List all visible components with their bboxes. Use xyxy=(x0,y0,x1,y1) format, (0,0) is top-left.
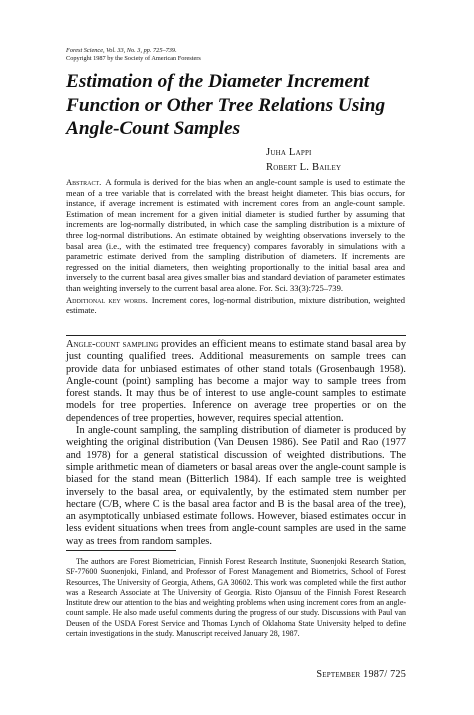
author-1: Juha Lappi xyxy=(266,147,312,158)
paragraph-1 xyxy=(66,339,406,425)
author-list xyxy=(266,146,341,175)
journal-citation: Forest Science, Vol. 33, No. 3, pp. 725–739. xyxy=(66,47,177,54)
page-footer: September 1987/ 725 xyxy=(316,669,406,680)
abstract xyxy=(66,177,405,316)
abstract-label: Abstract. xyxy=(66,177,102,187)
abstract-divider xyxy=(66,335,406,336)
paragraph-2: In angle-count sampling, the sampling distribution of diameter is produced by weighting the original distribution (Van Deusen 1986). See Patil and Rao (1977 and 1978) for a general statistical discussion of weighted distributions. The simple arithmetic mean of diameters or basal areas over the angle-count sample is biased for the stand mean (Bitterlich 1984). If each sample tree is weighted inversely to the basal area, or equivalently, by the estimated stem number per hectare (C/B, where C is the basal area factor and B is the basal area of the tree), an asymptotically unbiased estimate follows. However, biased estimates occur in less evident situations when trees from angle-count samples are used in the same way as trees from random samples. xyxy=(66,425,406,547)
body-text xyxy=(66,339,406,548)
paper-title: Estimation of the Diameter Increment Function or Other Tree Relations Using Angle-Count Samples xyxy=(66,71,386,139)
keywords-text: Increment cores, log-normal distribution, mixture distribution, weighted estimate. xyxy=(66,294,405,316)
keywords xyxy=(66,295,405,316)
keywords-label: Additional key words. xyxy=(66,294,148,305)
copyright-line: Copyright 1987 by the Society of American Foresters xyxy=(66,54,201,62)
author-2: Robert L. Bailey xyxy=(266,161,342,173)
paragraph-1-lead: Angle-count sampling xyxy=(66,339,159,350)
paragraph-1-text: provides an efficient means to estimate stand basal area by just counting qualified trees. Additional measurements on sample trees can provide data for unbiased estimates of other stand totals (Grosenbaugh 1958). Angle-count (point) sampling has become a major way to sample trees from forest stands. It may thus be of interest to use angle-count samples to estimate models for tree properties. Inference on average tree properties or on the dependences of tree properties, however, requires special attention. xyxy=(66,339,406,424)
author-footnote: The authors are Forest Biometrician, Finnish Forest Research Institute, Suonenjoki Research Station, SF-77600 Suonenjoki, Finland, and Professor of Forest Management and Biometrics, School of Forest Resources, The University of Georgia, Athens, GA 30602. This work was completed while the first author was a Research Associate at The University of Georgia. Risto Ojansuu of the Finnish Forest Research Institute drew our attention to the bias and weighting problems when using increment cores from an angle-count sample. He also made useful comments during the progress of our study. Discussions with Paul van Deusen of the USDA Forest Service and Thomas Lynch of Oklahoma State University helped to define certain investigations in the study. Manuscript received January 28, 1987. xyxy=(66,557,406,639)
journal-header xyxy=(66,47,406,62)
footnote-divider xyxy=(66,550,176,551)
abstract-text: A formula is derived for the bias when an angle-count sample is used to estimate the mean of a tree variable that is correlated with the breast height diameter. This bias occurs, for instance, if average increment is estimated with increment cores from an angle-count sample. Estimation of mean increment for a given initial diameter is studied further by assuming that increments are log-normally distributed, in which case the sampling distribution is a mixture of three log-normal distributions. An estimate obtained by weighting observations inversely to the basal area (i.e., with the estimated tree frequency) compares favorably in simulations with a parametric estimate derived from the sampling distribution of diameters. If increments are regressed on the initial diameters, then weighting proportionally to the initial basal area and inversely to the current basal area gives smaller bias and standard deviation of parameter estimates than weighting inversely to the current basal area alone. For. Sci. 33(3):725–739. xyxy=(66,177,405,293)
